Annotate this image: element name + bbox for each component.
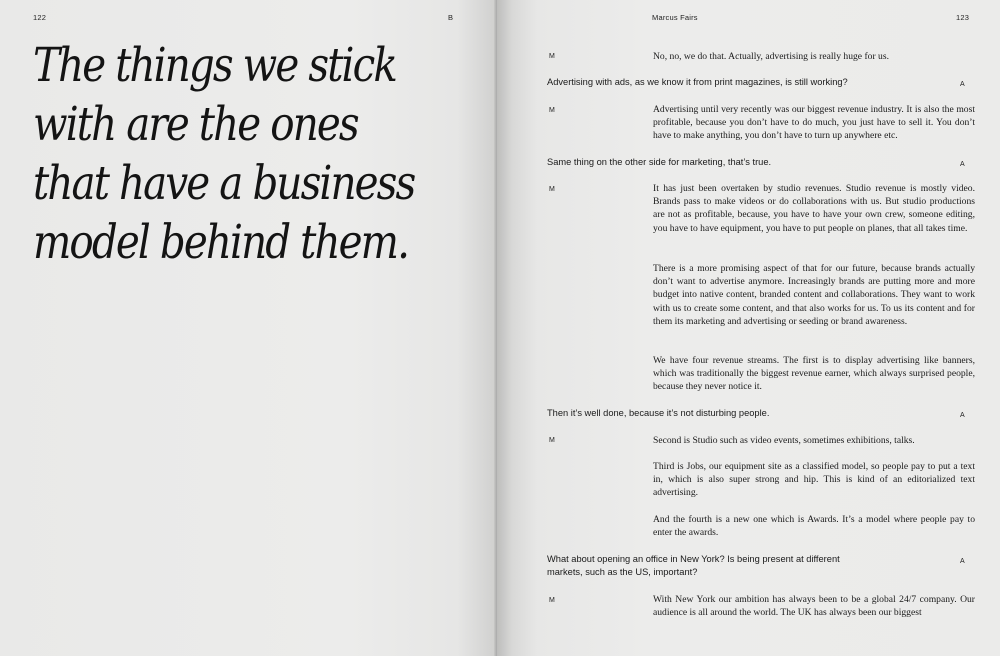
speaker-label-m: M (549, 186, 555, 193)
question-text: What about opening an office in New York? Is being present at different markets, such as the US, important? (547, 554, 840, 577)
pull-quote-line: model behind them. (33, 215, 409, 270)
answer-paragraph: With New York our ambition has always been to be a global 24/7 company. Our audience is all around the world. The UK has always been our biggest (653, 594, 975, 619)
answer-paragraph: It has just been overtaken by studio revenues. Studio revenue is mostly video. Brands pass to make videos or do collaborations with us. But studio productions are not as profitable, because, you have to have your own crew, someone editing, you have to have equipment, you have to put people on planes, that all takes time. (653, 183, 975, 234)
question-row (547, 553, 969, 579)
pull-quote-line: with are the ones (33, 97, 358, 152)
answer-paragraph: Second is Studio such as video events, sometimes exhibitions, talks. (653, 435, 915, 446)
question-text: Advertising with ads, as we know it from print magazines, is still working? (547, 77, 848, 87)
answer-paragraph: There is a more promising aspect of that for our future, because brands actually don’t want to advertise anymore. Increasingly brands are putting more and more budget into native content, branded content and collaborations. They want to work with us to create some content, and that also works for us. To us its content and for them its marketing and advertising or seeding or brand awareness. (653, 263, 975, 327)
question-row (547, 76, 969, 89)
speaker-label-a: A (960, 161, 965, 168)
question-text: Same thing on the other side for marketing, that’s true. (547, 157, 772, 167)
pull-quote (33, 36, 480, 272)
speaker-label-a: A (960, 558, 965, 565)
speaker-label-m: M (549, 53, 555, 60)
pull-quote-line: that have a business (33, 156, 415, 211)
right-page (497, 0, 1000, 656)
question-text: Then it’s well done, because it’s not disturbing people. (547, 408, 770, 418)
speaker-label-m: M (549, 597, 555, 604)
running-head: Marcus Fairs (652, 13, 698, 22)
answer-paragraph: No, no, we do that. Actually, advertising is really huge for us. (653, 51, 889, 62)
left-page (0, 0, 497, 656)
question-row (547, 156, 969, 169)
pull-quote-line: The things we stick (33, 38, 396, 93)
speaker-label-m: M (549, 107, 555, 114)
answer-paragraph: And the fourth is a new one which is Awards. It’s a model where people pay to enter the awards. (653, 514, 975, 539)
speaker-label-a: A (960, 412, 965, 419)
right-folio-number: 123 (956, 13, 970, 22)
left-folio-letter: B (448, 13, 454, 22)
answer-paragraph: We have four revenue streams. The first is to display advertising like banners, which was traditionally the biggest revenue earner, which always surprised people, because they never notice it. (653, 355, 975, 393)
answer-paragraph: Third is Jobs, our equipment site as a classified model, so people pay to put a text in, which is also super strong and hip. This is kind of an editorialized text advertising. (653, 461, 975, 499)
question-row (547, 407, 969, 420)
answer-paragraph: Advertising until very recently was our biggest revenue industry. It is also the most profitable, because you don’t have to do much, you just have to sell it. You don’t have to make anything, you don’t have to turn up anywhere etc. (653, 104, 975, 142)
speaker-label-m: M (549, 437, 555, 444)
left-folio-number: 122 (33, 13, 47, 22)
speaker-label-a: A (960, 81, 965, 88)
